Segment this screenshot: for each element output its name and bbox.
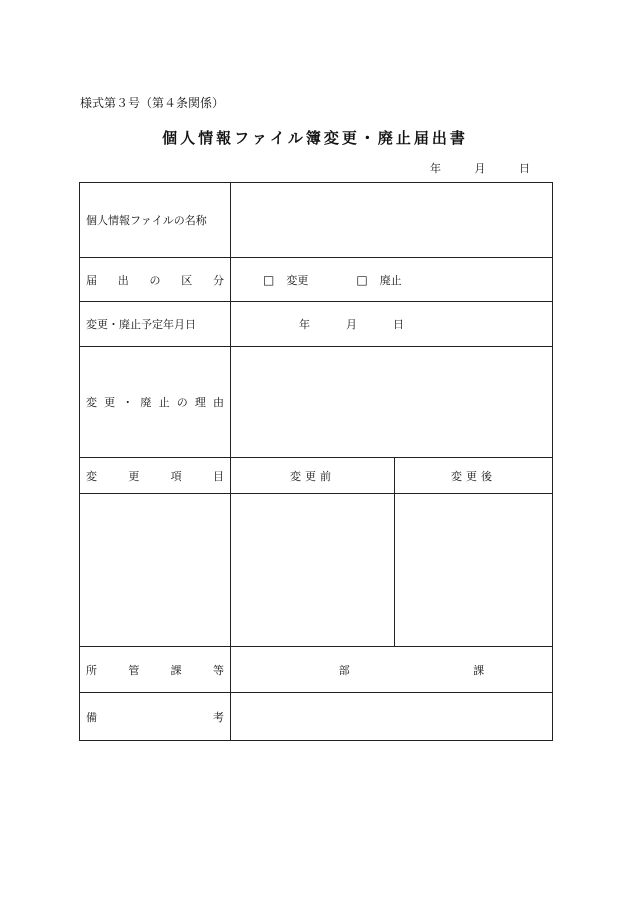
department-label-char: 管 [128,663,140,677]
file-name-row [80,183,553,258]
remarks-field[interactable] [231,693,553,741]
planned-month-label: 月 [346,318,357,331]
category-options [231,258,553,302]
department-label [80,647,231,693]
notification-form-table [79,182,553,741]
items-label-char: 目 [212,469,224,483]
reason-label-char: 変 [86,396,97,409]
department-field[interactable] [231,647,553,693]
after-label: 変更後 [395,458,553,494]
reason-label-char: 更 [104,396,116,409]
reason-label-char: 由 [212,396,224,409]
reason-label-char: 止 [158,396,170,409]
category-label-char: の [149,273,161,287]
before-label: 変更前 [231,458,395,494]
year-label: 年 [430,162,441,175]
reason-label-char: 理 [194,396,206,409]
form-number: 様式第３号（第４条関係） [80,96,225,110]
department-label-char: 課 [170,663,182,677]
day-label: 日 [519,162,530,175]
reason-field[interactable] [231,347,553,458]
category-label-char: 分 [213,273,224,287]
items-label-char: 更 [128,469,140,483]
file-name-field[interactable] [231,183,553,258]
planned-date-row [80,302,553,347]
remarks-label [80,693,231,741]
before-field[interactable] [231,494,395,647]
items-label [80,458,231,494]
reason-label [80,347,231,458]
document-title: 個人情報ファイル簿変更・廃止届出書 [162,129,468,147]
category-label-char: 区 [181,273,193,287]
category-label-char: 出 [117,273,129,287]
remarks-row [80,693,553,741]
bu-unit-label: 部 [338,663,350,677]
planned-day-label: 日 [393,318,404,331]
after-field[interactable] [395,494,553,647]
abolish-checkbox[interactable]: □ [356,272,368,287]
reason-row [80,347,553,458]
month-label: 月 [474,162,486,175]
remarks-label-char: 備 [86,710,97,724]
category-label-char: 届 [86,273,97,287]
ka-unit-label: 課 [473,663,485,677]
department-row [80,647,553,693]
items-label-char: 変 [86,469,97,483]
department-label-char: 等 [212,663,224,677]
remarks-label-char: 考 [213,710,224,724]
department-label-char: 所 [86,663,97,677]
reason-label-char: ・ [122,396,134,409]
planned-date-label: 変更・廃止予定年月日 [80,302,231,347]
items-field[interactable] [80,494,231,647]
items-header-row [80,458,553,494]
abolish-option-label: 廃止 [379,273,402,287]
items-label-char: 項 [170,469,182,483]
reason-label-char: の [176,396,188,409]
category-row [80,258,553,302]
change-option-label: 変更 [286,273,309,287]
reason-label-char: 廃 [140,396,152,409]
items-content-row [80,494,553,647]
submission-date [430,160,530,176]
file-name-label: 個人情報ファイルの名称 [80,183,231,258]
planned-date-field[interactable] [231,302,553,347]
planned-year-label: 年 [299,318,310,331]
category-label [80,258,231,302]
change-checkbox[interactable]: □ [263,272,275,287]
